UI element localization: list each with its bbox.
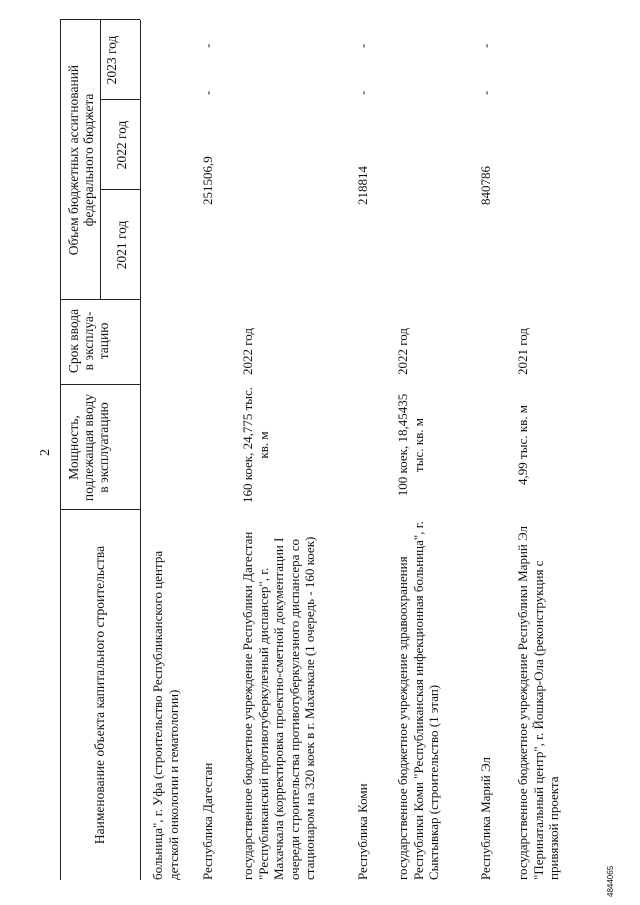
row-1-2021: 251506,9 [200,156,215,205]
budget-subheader-rule [100,20,101,300]
header-bottom-rule [140,20,141,880]
row-3-2022: - [355,90,370,95]
row-3-name: Республика Коми [355,783,370,880]
header-2023: 2023 год [104,35,119,85]
row-6-name: государственное бюджетное учреждение Республики Марий Эл "Перинатальный центр", г. Йошкар-Ола (реконструкция с привязкой проекта [515,525,561,880]
row-2-capacity: 160 коек, 24,775 тыс. кв. м [240,386,271,504]
row-1-2023: - [200,43,215,48]
col-rule-3 [60,299,140,300]
doc-code: 4844065 [606,865,615,897]
row-3-2023: - [355,43,370,48]
row-6-capacity: 4,99 тыс. кв. м [515,405,530,485]
col-rule-4 [100,189,140,190]
row-1-2022: - [200,90,215,95]
col-rule-2 [60,384,140,385]
row-4-term: 2022 год [395,328,410,375]
row-2-term: 2022 год [240,328,255,375]
row-2-name: государственное бюджетное учреждение Республики Дагестан "Республиканский противотуберкулезный диспансер", г. Махачкала (корректировка проектно-сметной документации I очереди строительства противотуберкулезного диспансера со стационаром на 320 коек в г. Махачкале (1 очередь - 160 коек) [240,531,317,880]
header-capacity: Мощность, подлежащая вводу в эксплуатацию [66,393,111,502]
row-1-name: Республика Дагестан [200,762,215,880]
table-top-rule [60,20,61,880]
row-5-2021: 840786 [478,166,493,205]
col-rule-1 [60,509,140,510]
header-2022: 2022 год [114,120,129,170]
row-5-name: Республика Марий Эл [478,757,493,880]
col-rule-right [60,19,140,20]
row-6-term: 2021 год [515,328,530,375]
row-0-name: больница", г. Уфа (строительство Республиканского центра детской онкологии и гематологии) [150,550,181,880]
row-5-2022: - [478,90,493,95]
row-4-capacity: 100 коек, 18,45435 тыс. кв. м [395,393,426,497]
col-rule-5 [100,99,140,100]
row-3-2021: 218814 [355,166,370,205]
header-term: Срок ввода в эксплуа- тацию [66,308,111,374]
header-budget-group: Объем бюджетных ассигнований федерального бюджета [66,64,96,256]
header-2021: 2021 год [114,220,129,270]
header-name: Наименование объекта капитального строительства [92,545,107,845]
row-4-name: государственное бюджетное учреждение здравоохранения Республики Коми "Республиканская инфекционная больница", г. Сыктывкар (строительство (1 этап) [395,521,441,880]
page-number: 2 [38,449,53,456]
row-5-2023: - [478,43,493,48]
